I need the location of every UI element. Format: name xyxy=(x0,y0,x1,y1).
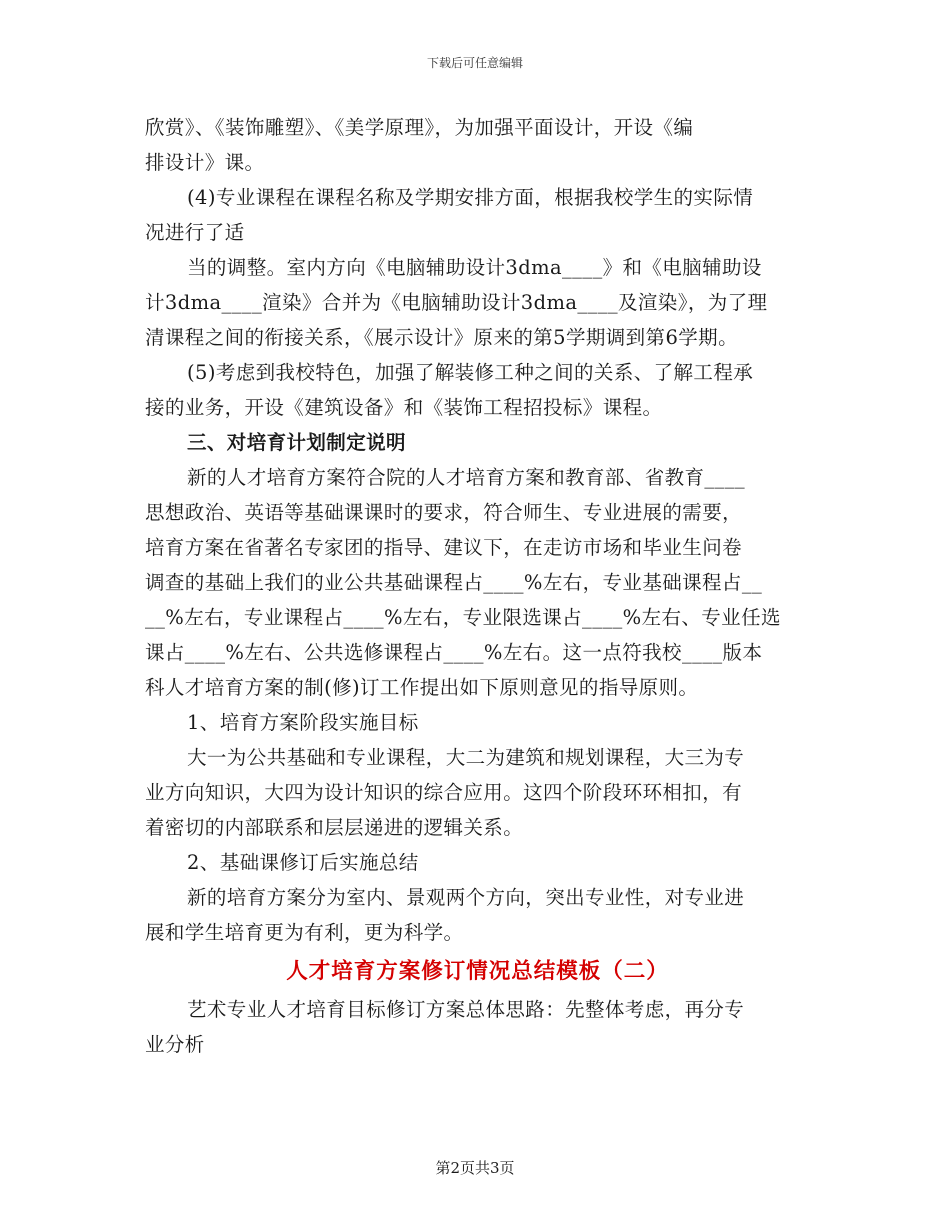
page-number: 第2页共3页 xyxy=(435,1159,515,1177)
paragraph-line: __%左右，专业课程占____%左右，专业限选课占____%左右、专业任选 xyxy=(145,606,781,629)
paragraph-line: 大一为公共基础和专业课程，大二为建筑和规划课程，大三为专 xyxy=(187,746,745,769)
paragraph-line: 培育方案在省著名专家团的指导、建议下，在走访市场和毕业生问卷 xyxy=(145,536,743,559)
paragraph-line: 业分析 xyxy=(145,1033,205,1056)
subheading: 1、培育方案阶段实施目标 xyxy=(187,711,419,734)
paragraph-line: (5)考虑到我校特色，加强了解装修工种之间的关系、了解工程承 xyxy=(187,361,754,384)
paragraph-line: 调查的基础上我们的业公共基础课程占____%左右，专业基础课程占__ xyxy=(145,571,763,594)
page-header: 下载后可任意编辑 xyxy=(426,56,523,70)
paragraph-line: 业方向知识，大四为设计知识的综合应用。这四个阶段环环相扣，有 xyxy=(145,781,743,804)
paragraph-line: 当的调整。室内方向《电脑辅助设计3dma____》和《电脑辅助设 xyxy=(187,256,762,279)
paragraph-line: 况进行了适 xyxy=(145,221,245,244)
subheading: 2、基础课修订后实施总结 xyxy=(187,851,419,874)
paragraph-line: 新的培育方案分为室内、景观两个方向，突出专业性，对专业进 xyxy=(187,886,745,909)
paragraph-line: 接的业务，开设《建筑设备》和《装饰工程招投标》课程。 xyxy=(145,396,663,419)
paragraph-line: 着密切的内部联系和层层递进的逻辑关系。 xyxy=(145,816,524,839)
document-body xyxy=(145,110,810,1062)
paragraph-line: (4)专业课程在课程名称及学期安排方面，根据我校学生的实际情 xyxy=(187,186,754,209)
paragraph-line: 展和学生培育更为有利，更为科学。 xyxy=(145,921,464,944)
paragraph-line: 科人才培育方案的制(修)订工作提出如下原则意见的指导原则。 xyxy=(145,676,699,699)
section-heading: 三、对培育计划制定说明 xyxy=(187,431,406,454)
paragraph-line: 计3dma____渲染》合并为《电脑辅助设计3dma____及渲染》，为了理 xyxy=(145,291,768,314)
paragraph-line: 欣赏》、《装饰雕塑》、《美学原理》，为加强平面设计，开设《编 xyxy=(145,116,694,139)
paragraph-line: 艺术专业人才培育目标修订方案总体思路：先整体考虑，再分专 xyxy=(187,998,745,1021)
paragraph-line: 排设计》课。 xyxy=(145,151,265,174)
paragraph-line: 清课程之间的衔接关系，《展示设计》原来的第5学期调到第6学期。 xyxy=(145,326,738,349)
paragraph-line: 新的人才培育方案符合院的人才培育方案和教育部、省教育____ xyxy=(187,466,746,489)
section-title: 人才培育方案修订情况总结模板（二） xyxy=(286,959,669,984)
paragraph-line: 思想政治、英语等基础课课时的要求，符合师生、专业进展的需要， xyxy=(145,501,743,524)
paragraph-line: 课占____%左右、公共选修课程占____%左右。这一点符我校____版本 xyxy=(145,641,763,664)
